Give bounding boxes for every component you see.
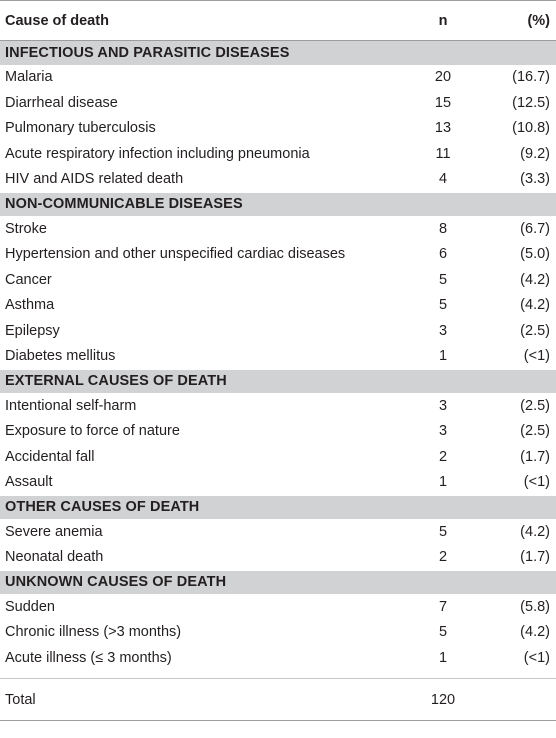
table-row xyxy=(0,242,556,268)
section-header-row xyxy=(0,192,556,216)
section-header-row xyxy=(0,369,556,393)
table-row xyxy=(0,444,556,470)
cell-n: 1 xyxy=(438,649,448,666)
cell-cause: Exposure to force of nature xyxy=(5,423,180,440)
cell-n: 7 xyxy=(438,598,448,615)
table-row xyxy=(0,216,556,242)
cell-pct: (10.8) xyxy=(512,120,550,137)
cell-pct: (2.5) xyxy=(520,397,550,414)
cell-cause: Hypertension and other unspecified cardiac diseases xyxy=(5,246,346,263)
table-row xyxy=(0,167,556,193)
cell-cause: Assault xyxy=(5,474,53,490)
cell-n: 5 xyxy=(438,297,448,314)
header-n: n xyxy=(392,1,484,41)
cell-cause: Epilepsy xyxy=(5,322,60,339)
cell-pct: (2.5) xyxy=(520,423,550,440)
section-title: EXTERNAL CAUSES OF DEATH xyxy=(0,369,556,393)
cell-n: 3 xyxy=(438,397,448,414)
cell-cause: Cancer xyxy=(5,271,52,288)
cell-pct: (9.2) xyxy=(520,145,550,162)
total-label: Total xyxy=(0,679,392,721)
total-pct xyxy=(484,679,556,721)
cell-pct: (2.5) xyxy=(520,322,550,339)
cell-pct: (1.7) xyxy=(520,549,550,565)
cell-pct: (5.0) xyxy=(520,246,550,263)
table-row xyxy=(0,594,556,620)
section-header-row xyxy=(0,41,556,65)
cell-pct: (<1) xyxy=(523,348,550,364)
cell-pct: (3.3) xyxy=(520,171,550,187)
total-n: 120 xyxy=(392,679,484,721)
cell-pct: (<1) xyxy=(523,474,550,490)
cell-pct: (4.2) xyxy=(520,297,550,314)
cell-pct: (4.2) xyxy=(520,523,550,540)
cell-n: 4 xyxy=(438,171,448,187)
table-row xyxy=(0,293,556,319)
cell-cause: Diarrheal disease xyxy=(5,94,118,111)
table-footer xyxy=(0,671,556,721)
cell-pct: (<1) xyxy=(523,649,550,666)
header-cause: Cause of death xyxy=(0,1,392,41)
total-row xyxy=(0,679,556,721)
cell-cause: Diabetes mellitus xyxy=(5,348,116,364)
cell-cause: HIV and AIDS related death xyxy=(5,171,184,187)
section-header-row xyxy=(0,570,556,594)
table-row xyxy=(0,116,556,142)
spacer-row xyxy=(0,671,556,679)
cell-cause: Asthma xyxy=(5,297,55,314)
cell-n: 8 xyxy=(438,220,448,237)
table-row xyxy=(0,419,556,445)
header-pct: (%) xyxy=(484,1,556,41)
cell-n: 13 xyxy=(434,120,452,137)
table-row xyxy=(0,90,556,116)
cell-pct: (4.2) xyxy=(520,624,550,641)
cell-n: 1 xyxy=(438,348,448,364)
cell-n: 5 xyxy=(438,624,448,641)
table-row xyxy=(0,645,556,671)
cell-pct: (4.2) xyxy=(520,271,550,288)
cell-n: 1 xyxy=(438,474,448,490)
cell-cause: Accidental fall xyxy=(5,448,95,465)
cell-cause: Malaria xyxy=(5,69,53,86)
table-row xyxy=(0,519,556,545)
cell-n: 5 xyxy=(438,271,448,288)
table-row xyxy=(0,141,556,167)
cell-n: 6 xyxy=(438,246,448,263)
cell-n: 3 xyxy=(438,423,448,440)
header-row xyxy=(0,1,556,41)
table-row xyxy=(0,344,556,370)
cell-cause: Acute illness (≤ 3 months) xyxy=(5,649,172,666)
section-header-row xyxy=(0,495,556,519)
cell-cause: Neonatal death xyxy=(5,549,104,565)
table-row xyxy=(0,65,556,91)
table-body xyxy=(0,41,556,671)
cell-cause: Stroke xyxy=(5,220,47,237)
cell-pct: (1.7) xyxy=(520,448,550,465)
table-row xyxy=(0,545,556,571)
cell-n: 15 xyxy=(434,94,452,111)
table-row xyxy=(0,318,556,344)
cell-cause: Acute respiratory infection including pneumonia xyxy=(5,145,310,162)
section-title: UNKNOWN CAUSES OF DEATH xyxy=(0,570,556,594)
cell-cause: Pulmonary tuberculosis xyxy=(5,120,156,137)
table-header xyxy=(0,1,556,41)
cell-n: 2 xyxy=(438,549,448,565)
cell-cause: Chronic illness (>3 months) xyxy=(5,624,182,641)
cell-pct: (16.7) xyxy=(512,69,550,86)
cell-cause: Sudden xyxy=(5,598,55,615)
cell-n: 5 xyxy=(438,523,448,540)
cell-n: 2 xyxy=(438,448,448,465)
table-row xyxy=(0,267,556,293)
section-title: NON-COMMUNICABLE DISEASES xyxy=(0,192,556,216)
cell-cause: Intentional self-harm xyxy=(5,397,137,414)
cell-pct: (5.8) xyxy=(520,598,550,615)
table-row xyxy=(0,620,556,646)
section-title: OTHER CAUSES OF DEATH xyxy=(0,495,556,519)
table-row xyxy=(0,470,556,496)
cell-pct: (12.5) xyxy=(512,94,550,111)
cell-n: 20 xyxy=(434,69,452,86)
cell-n: 11 xyxy=(435,145,451,162)
cell-cause: Severe anemia xyxy=(5,523,103,540)
cell-n: 3 xyxy=(438,322,448,339)
cell-pct: (6.7) xyxy=(520,220,550,237)
table-row xyxy=(0,393,556,419)
section-title: INFECTIOUS AND PARASITIC DISEASES xyxy=(0,41,556,65)
